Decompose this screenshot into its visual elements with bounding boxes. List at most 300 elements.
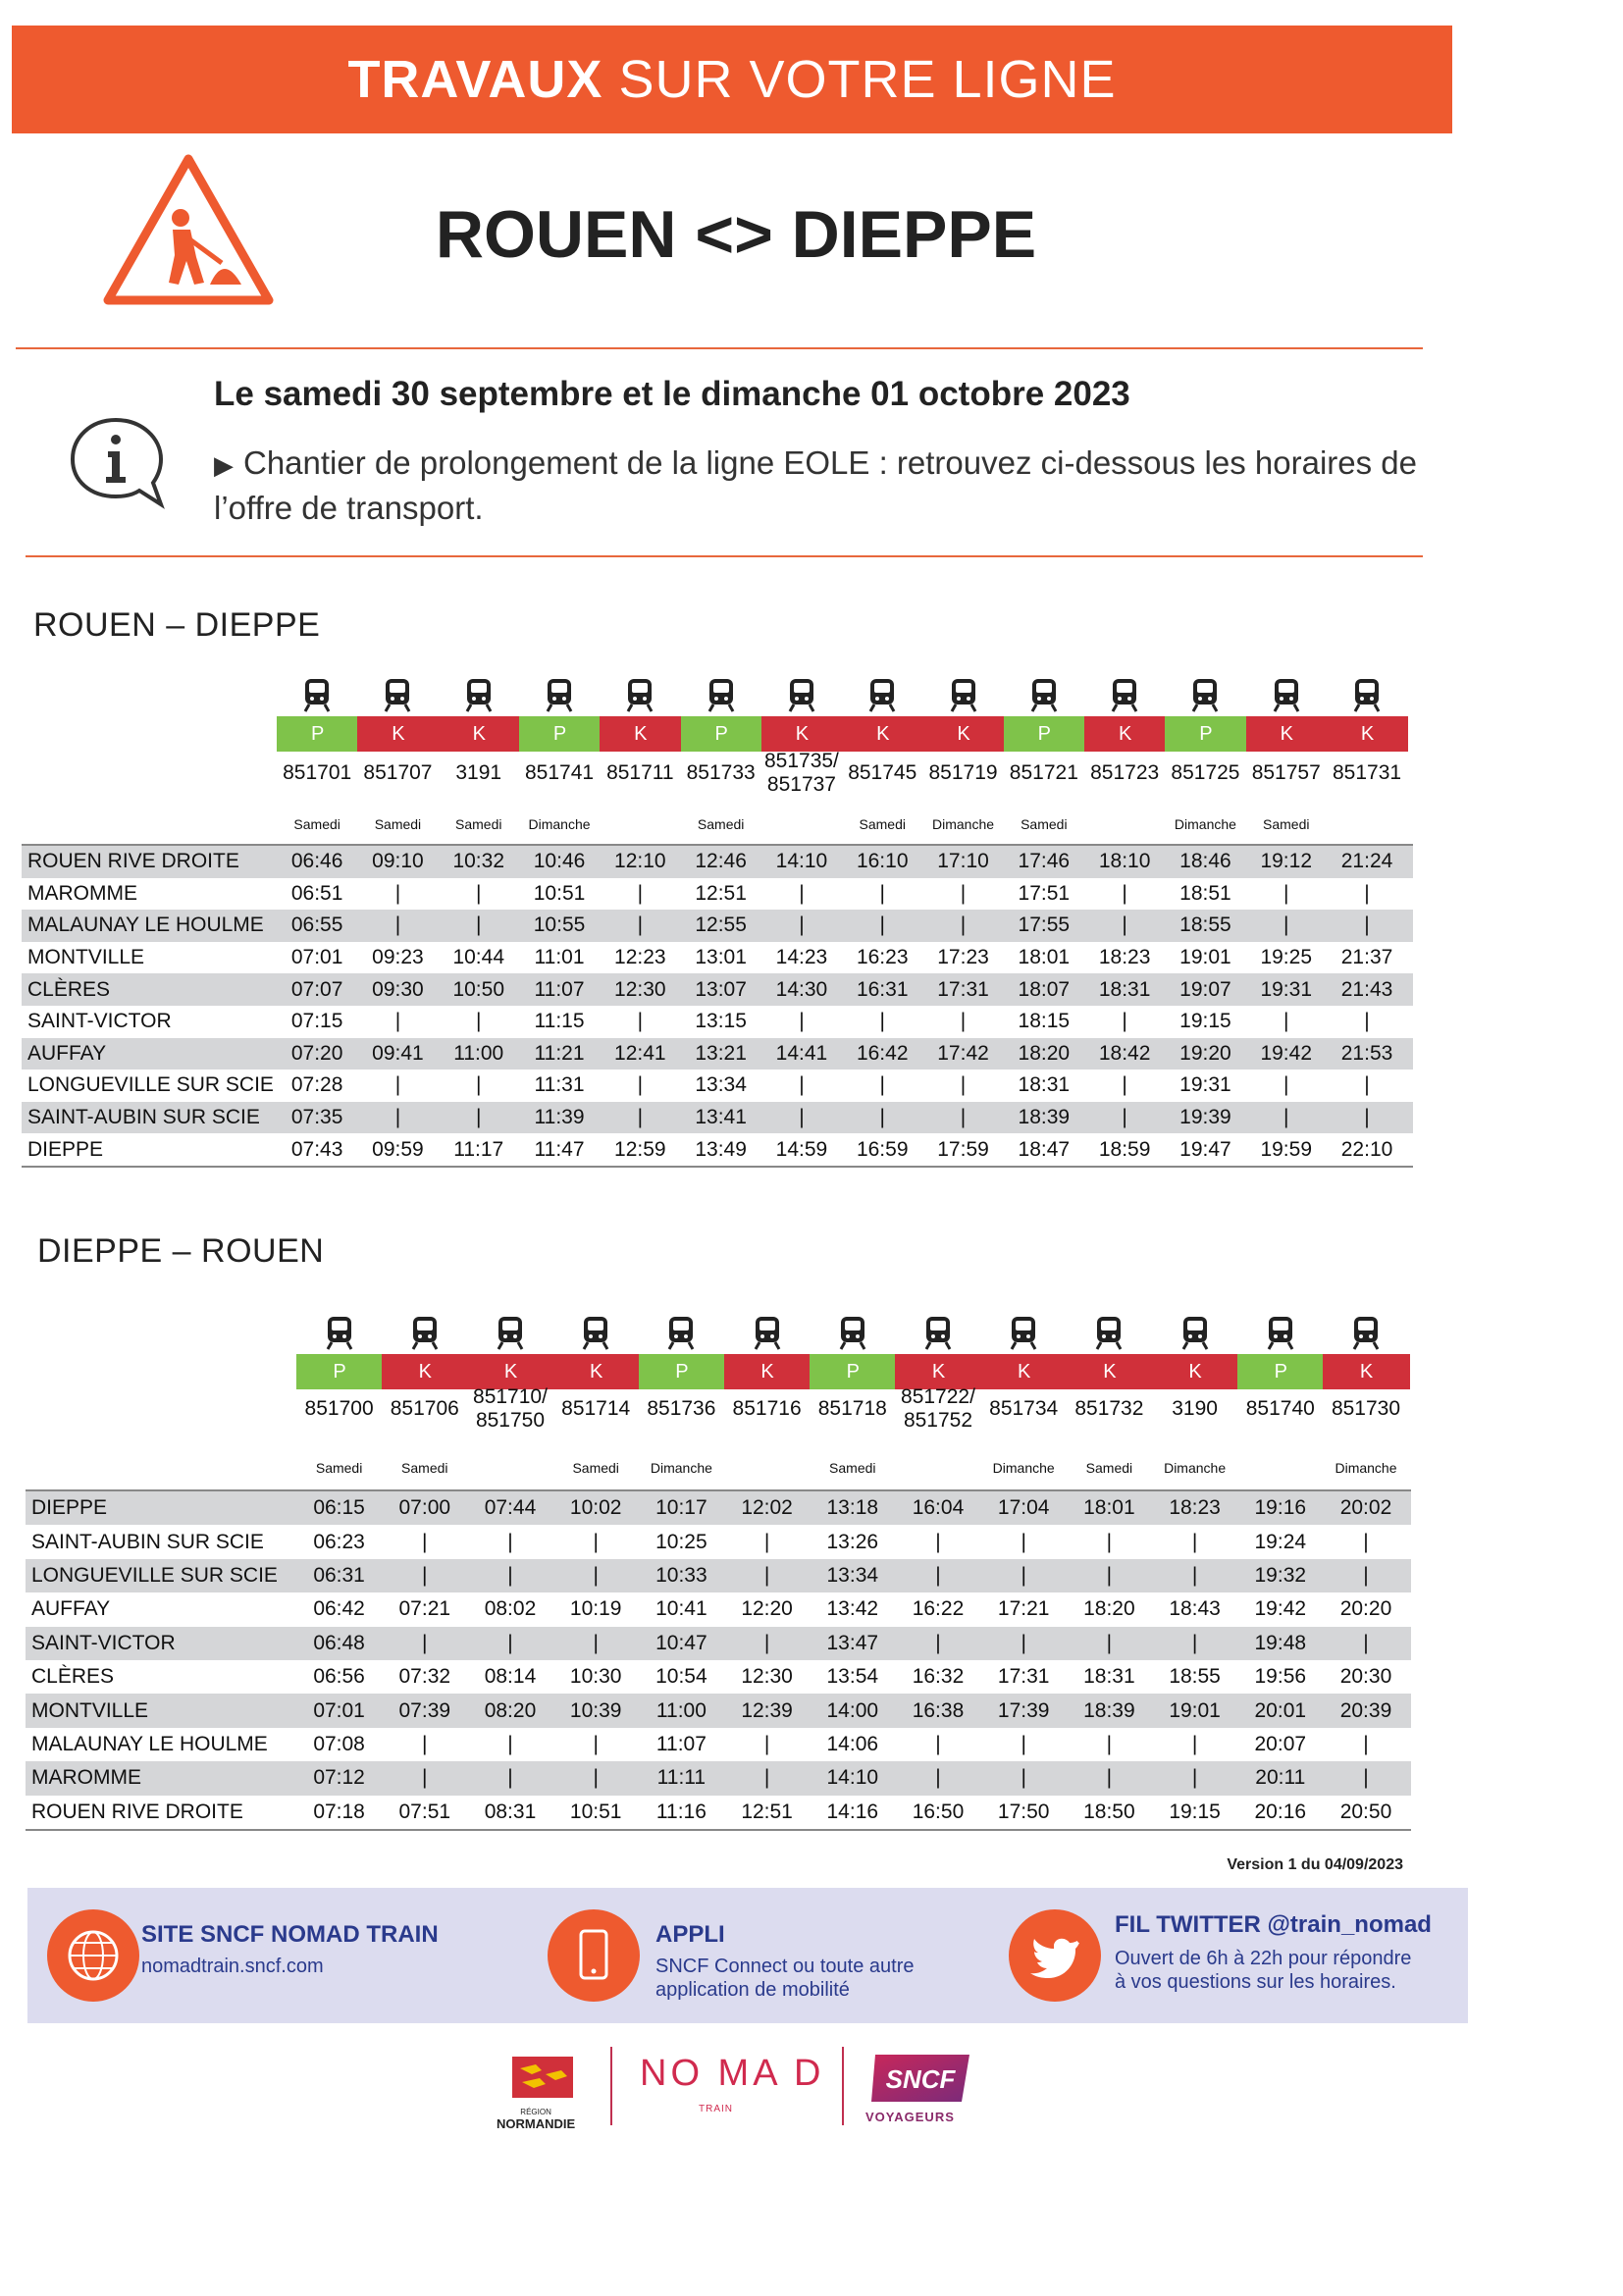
station-name: MAROMME xyxy=(27,881,137,905)
table-row xyxy=(22,1133,1413,1166)
time-cell: 17:04 xyxy=(997,1496,1050,1520)
time-cell: | xyxy=(1106,1732,1113,1755)
time-cell: 22:10 xyxy=(1340,1137,1393,1161)
time-cell: | xyxy=(1021,1732,1026,1755)
time-cell: | xyxy=(1283,881,1289,905)
time-cell: 19:20 xyxy=(1179,1041,1231,1065)
time-cell: | xyxy=(1363,1631,1369,1654)
time-cell: 06:51 xyxy=(290,881,343,905)
time-cell: 12:55 xyxy=(695,913,747,937)
time-cell: | xyxy=(476,1010,482,1033)
time-cell: | xyxy=(1191,1530,1198,1553)
service-day: Samedi xyxy=(401,1460,448,1476)
station-name: CLÈRES xyxy=(27,977,111,1001)
train-number xyxy=(922,761,1003,785)
time-cell: 10:39 xyxy=(569,1698,622,1722)
app-text-2: application de mobilité xyxy=(655,1979,850,2001)
time-cell: 19:16 xyxy=(1254,1496,1307,1520)
time-cell: 18:23 xyxy=(1169,1496,1221,1520)
time-cell: 14:10 xyxy=(826,1766,879,1790)
time-cell: 08:31 xyxy=(484,1800,537,1823)
train-number-line: 851723 xyxy=(1090,761,1160,784)
header-banner xyxy=(12,26,1452,133)
train-number xyxy=(1152,1397,1237,1421)
time-cell: | xyxy=(507,1766,513,1790)
time-cell: 07:15 xyxy=(290,1010,343,1033)
train-type-badge: K xyxy=(724,1354,811,1389)
time-cell: 10:25 xyxy=(655,1530,707,1553)
time-cell: | xyxy=(799,1010,805,1033)
time-cell: | xyxy=(935,1766,941,1790)
time-cell: 09:23 xyxy=(372,946,424,969)
time-cell: | xyxy=(1106,1766,1113,1790)
time-cell: 11:01 xyxy=(534,946,585,969)
time-cell: 21:24 xyxy=(1340,850,1393,873)
time-cell: 17:31 xyxy=(937,977,989,1001)
train-type-badge: K xyxy=(553,1354,640,1389)
service-day: Samedi xyxy=(829,1460,876,1476)
service-day: Dimanche xyxy=(992,1460,1055,1476)
time-cell: | xyxy=(422,1563,428,1587)
train-number-line: 851701 xyxy=(283,761,352,784)
train-number xyxy=(1246,761,1327,785)
train-number xyxy=(277,761,357,785)
train-number xyxy=(842,761,922,785)
time-cell: 19:39 xyxy=(1179,1106,1231,1129)
time-cell: 20:01 xyxy=(1254,1698,1307,1722)
time-cell: 17:31 xyxy=(997,1665,1050,1689)
time-cell: | xyxy=(799,1106,805,1129)
table-row xyxy=(22,910,1413,942)
time-cell: | xyxy=(935,1530,941,1553)
time-cell: 10:33 xyxy=(655,1563,707,1587)
train-icon xyxy=(867,677,897,712)
time-cell: | xyxy=(1364,881,1370,905)
time-cell: | xyxy=(763,1563,770,1587)
time-cell: | xyxy=(394,1106,401,1129)
time-cell: | xyxy=(763,1766,770,1790)
time-cell: 11:21 xyxy=(534,1041,585,1065)
time-cell: | xyxy=(593,1732,599,1755)
train-number-line: 851735/ xyxy=(763,750,839,772)
train-type-badge: P xyxy=(296,1354,383,1389)
time-cell: | xyxy=(960,1010,967,1033)
globe-icon xyxy=(47,1909,139,2002)
time-cell: 06:46 xyxy=(290,850,343,873)
station-name: MAROMME xyxy=(31,1766,141,1790)
twitter-text-1: Ouvert de 6h à 22h pour répondre xyxy=(1115,1948,1412,1969)
time-cell: | xyxy=(593,1631,599,1654)
train-number-line: 851737 xyxy=(766,773,836,796)
time-cell: | xyxy=(763,1732,770,1755)
time-cell: 21:53 xyxy=(1340,1041,1393,1065)
service-day: Samedi xyxy=(315,1460,363,1476)
station-name: MALAUNAY LE HOULME xyxy=(27,913,264,937)
station-name: MONTVILLE xyxy=(27,946,145,969)
train-type-badge: P xyxy=(639,1354,725,1389)
time-cell: 18:01 xyxy=(1018,946,1071,969)
time-cell: 11:31 xyxy=(534,1073,585,1097)
table-row xyxy=(26,1491,1411,1525)
time-cell: | xyxy=(637,1010,644,1033)
time-cell: 14:10 xyxy=(775,850,828,873)
time-cell: | xyxy=(960,913,967,937)
info-icon xyxy=(65,412,173,510)
time-cell: 17:51 xyxy=(1018,881,1071,905)
train-type-badge: K xyxy=(467,1354,553,1389)
train-number xyxy=(1237,1397,1323,1421)
time-cell: 19:59 xyxy=(1260,1137,1313,1161)
time-cell: 12:46 xyxy=(695,850,747,873)
time-cell: | xyxy=(879,1106,885,1129)
time-cell: 19:25 xyxy=(1260,946,1313,969)
train-number xyxy=(810,1397,895,1421)
time-cell: 14:23 xyxy=(775,946,828,969)
time-cell: 19:15 xyxy=(1179,1010,1231,1033)
divider xyxy=(16,347,1423,349)
train-type-badge: P xyxy=(810,1354,896,1389)
time-cell: | xyxy=(1021,1631,1026,1654)
section-title: ROUEN – DIEPPE xyxy=(33,606,321,644)
time-cell: 13:54 xyxy=(826,1665,879,1689)
time-cell: 20:02 xyxy=(1339,1496,1392,1520)
time-cell: 10:19 xyxy=(569,1597,622,1621)
time-cell: 09:10 xyxy=(372,850,424,873)
time-cell: 20:30 xyxy=(1339,1665,1392,1689)
time-cell: | xyxy=(1363,1732,1369,1755)
table-row xyxy=(26,1660,1411,1694)
time-cell: 19:15 xyxy=(1169,1800,1221,1823)
time-cell: 18:55 xyxy=(1179,913,1231,937)
time-cell: | xyxy=(935,1563,941,1587)
time-cell: | xyxy=(960,1073,967,1097)
time-cell: 07:18 xyxy=(313,1800,365,1823)
train-icon xyxy=(949,677,978,712)
time-cell: 12:59 xyxy=(614,1137,666,1161)
time-cell: 13:21 xyxy=(695,1041,747,1065)
train-icon xyxy=(753,1315,782,1350)
time-cell: | xyxy=(1106,1563,1113,1587)
twitter-title[interactable]: FIL TWITTER @train_nomad xyxy=(1115,1911,1432,1938)
service-day: Samedi xyxy=(293,816,340,832)
time-cell: | xyxy=(507,1732,513,1755)
train-icon xyxy=(302,677,332,712)
station-name: ROUEN RIVE DROITE xyxy=(27,850,239,873)
app-text-1: SNCF Connect ou toute autre xyxy=(655,1956,915,1977)
time-cell: 18:39 xyxy=(1083,1698,1135,1722)
train-icon xyxy=(1272,677,1301,712)
train-icon xyxy=(625,677,654,712)
time-cell: 12:10 xyxy=(614,850,666,873)
time-cell: 08:02 xyxy=(484,1597,537,1621)
time-cell: | xyxy=(1283,1073,1289,1097)
time-cell: 16:59 xyxy=(856,1137,909,1161)
time-cell: | xyxy=(422,1631,428,1654)
time-cell: 19:47 xyxy=(1179,1137,1231,1161)
service-day: Dimanche xyxy=(1164,1460,1227,1476)
train-type-badge: K xyxy=(1152,1354,1238,1389)
time-cell: | xyxy=(507,1530,513,1553)
train-number-line: 3190 xyxy=(1172,1397,1218,1420)
train-number xyxy=(1084,761,1165,785)
station-name: SAINT-VICTOR xyxy=(31,1631,176,1654)
train-number xyxy=(1165,761,1245,785)
table-row xyxy=(26,1559,1411,1592)
train-type-badge: K xyxy=(895,1354,981,1389)
service-day: Samedi xyxy=(859,816,906,832)
time-cell: | xyxy=(1122,1010,1127,1033)
train-type-badge: P xyxy=(1237,1354,1324,1389)
train-number xyxy=(895,1385,980,1433)
time-cell: 06:56 xyxy=(313,1665,365,1689)
time-cell: 18:10 xyxy=(1098,850,1151,873)
time-cell: 10:47 xyxy=(655,1631,707,1654)
time-cell: 07:01 xyxy=(313,1698,365,1722)
time-cell: 17:10 xyxy=(937,850,989,873)
time-cell: 18:20 xyxy=(1018,1041,1071,1065)
time-cell: 07:20 xyxy=(290,1041,343,1065)
train-type-badge: P xyxy=(519,716,601,752)
time-cell: | xyxy=(799,1073,805,1097)
time-cell: 17:59 xyxy=(937,1137,989,1161)
time-cell: 12:30 xyxy=(741,1665,793,1689)
time-cell: | xyxy=(1191,1766,1198,1790)
time-cell: | xyxy=(799,913,805,937)
time-cell: 10:46 xyxy=(533,850,586,873)
station-name: SAINT-VICTOR xyxy=(27,1010,172,1033)
table-row xyxy=(26,1627,1411,1660)
time-cell: 18:07 xyxy=(1018,977,1071,1001)
time-cell: 18:20 xyxy=(1083,1597,1135,1621)
time-cell: 11:07 xyxy=(655,1732,707,1755)
time-cell: 12:20 xyxy=(741,1597,793,1621)
nomad-logo: NO MA D xyxy=(640,2053,825,2094)
train-type-badge: P xyxy=(1165,716,1246,752)
time-cell: 18:15 xyxy=(1018,1010,1071,1033)
table-row xyxy=(26,1796,1411,1829)
train-number-line: 851721 xyxy=(1009,761,1078,784)
time-cell: 11:15 xyxy=(534,1010,585,1033)
time-cell: | xyxy=(1363,1563,1369,1587)
table-row xyxy=(26,1728,1411,1761)
time-cell: | xyxy=(394,1010,401,1033)
time-cell: 18:59 xyxy=(1098,1137,1151,1161)
time-cell: 07:01 xyxy=(290,946,343,969)
time-cell: 18:51 xyxy=(1179,881,1231,905)
time-cell: | xyxy=(879,881,885,905)
time-cell: 19:01 xyxy=(1169,1698,1221,1722)
train-type-badge: K xyxy=(1323,1354,1409,1389)
station-name: LONGUEVILLE SUR SCIE xyxy=(31,1563,278,1587)
time-cell: 14:30 xyxy=(775,977,828,1001)
station-name: MALAUNAY LE HOULME xyxy=(31,1732,268,1755)
twitter-bird-icon xyxy=(1009,1909,1101,2002)
train-icon xyxy=(787,677,816,712)
time-cell: 16:42 xyxy=(856,1041,909,1065)
time-cell: 14:06 xyxy=(826,1732,879,1755)
time-cell: 07:43 xyxy=(290,1137,343,1161)
timetable xyxy=(26,1489,1411,1831)
time-cell: 08:14 xyxy=(484,1665,537,1689)
train-type-badge: K xyxy=(922,716,1004,752)
time-cell: | xyxy=(476,1073,482,1097)
time-cell: | xyxy=(476,1106,482,1129)
train-number xyxy=(981,1397,1067,1421)
time-cell: 18:31 xyxy=(1083,1665,1135,1689)
time-cell: 19:01 xyxy=(1179,946,1231,969)
time-cell: 18:01 xyxy=(1083,1496,1135,1520)
train-icon xyxy=(1180,1315,1210,1350)
train-icon xyxy=(581,1315,610,1350)
time-cell: 07:00 xyxy=(398,1496,451,1520)
service-day: Dimanche xyxy=(650,1460,712,1476)
time-cell: | xyxy=(879,1010,885,1033)
service-day: Dimanche xyxy=(932,816,995,832)
time-cell: 12:51 xyxy=(741,1800,793,1823)
train-number-line: 851740 xyxy=(1245,1397,1315,1420)
train-number-line: 851719 xyxy=(928,761,998,784)
train-number xyxy=(681,761,761,785)
train-icon xyxy=(496,1315,525,1350)
time-cell: 10:17 xyxy=(655,1496,707,1520)
train-number-line: 851736 xyxy=(647,1397,716,1420)
time-cell: | xyxy=(394,913,401,937)
time-cell: 06:42 xyxy=(313,1597,365,1621)
time-cell: 10:02 xyxy=(569,1496,622,1520)
time-cell: | xyxy=(476,881,482,905)
train-type-badge: K xyxy=(1327,716,1408,752)
train-type-badge: K xyxy=(1084,716,1166,752)
train-type-badge: K xyxy=(600,716,681,752)
train-number xyxy=(761,750,842,797)
time-cell: 11:16 xyxy=(655,1800,707,1823)
time-cell: 16:31 xyxy=(856,977,909,1001)
train-number xyxy=(1067,1397,1152,1421)
time-cell: | xyxy=(1122,1106,1127,1129)
time-cell: | xyxy=(1191,1732,1198,1755)
train-number-line: 851733 xyxy=(686,761,756,784)
station-name: DIEPPE xyxy=(27,1137,104,1161)
time-cell: 16:22 xyxy=(912,1597,965,1621)
time-cell: 11:00 xyxy=(655,1698,707,1722)
train-number-line: 851730 xyxy=(1331,1397,1401,1420)
site-url[interactable]: nomadtrain.sncf.com xyxy=(141,1956,324,1977)
time-cell: 06:15 xyxy=(313,1496,365,1520)
train-icon xyxy=(410,1315,440,1350)
time-cell: | xyxy=(1122,913,1127,937)
train-icon xyxy=(1190,677,1220,712)
time-cell: | xyxy=(935,1732,941,1755)
train-icon xyxy=(923,1315,953,1350)
section-title: DIEPPE – ROUEN xyxy=(37,1232,325,1270)
table-row xyxy=(26,1761,1411,1795)
time-cell: 17:21 xyxy=(997,1597,1050,1621)
time-cell: 14:16 xyxy=(826,1800,879,1823)
time-cell: 06:23 xyxy=(313,1530,365,1553)
time-cell: | xyxy=(1363,1766,1369,1790)
time-cell: | xyxy=(637,881,644,905)
train-number xyxy=(1323,1397,1408,1421)
train-number-line: 851732 xyxy=(1074,1397,1144,1420)
time-cell: 07:07 xyxy=(290,977,343,1001)
time-cell: 10:44 xyxy=(452,946,505,969)
table-row xyxy=(22,1102,1413,1134)
train-icon xyxy=(464,677,494,712)
time-cell: 18:46 xyxy=(1179,850,1231,873)
time-cell: 13:18 xyxy=(826,1496,879,1520)
time-cell: 12:41 xyxy=(614,1041,666,1065)
service-day: Samedi xyxy=(455,816,502,832)
train-type-badge: P xyxy=(681,716,762,752)
time-cell: | xyxy=(507,1563,513,1587)
train-number-line: 851707 xyxy=(363,761,433,784)
train-number-line: 851711 xyxy=(606,761,674,784)
time-cell: 13:34 xyxy=(695,1073,747,1097)
time-cell: 18:31 xyxy=(1018,1073,1071,1097)
time-cell: | xyxy=(422,1766,428,1790)
service-day: Samedi xyxy=(697,816,745,832)
time-cell: 20:11 xyxy=(1255,1766,1306,1790)
station-name: SAINT-AUBIN SUR SCIE xyxy=(31,1530,264,1553)
time-cell: 16:50 xyxy=(912,1800,965,1823)
time-cell: 07:39 xyxy=(398,1698,451,1722)
sncf-caption: VOYAGEURS xyxy=(865,2110,955,2124)
table-row xyxy=(22,1038,1413,1070)
train-number-line: 851757 xyxy=(1251,761,1321,784)
time-cell: 19:31 xyxy=(1260,977,1313,1001)
time-cell: 18:47 xyxy=(1018,1137,1071,1161)
time-cell: 13:34 xyxy=(826,1563,879,1587)
time-cell: 06:31 xyxy=(313,1563,365,1587)
train-number-line: 851725 xyxy=(1171,761,1240,784)
time-cell: 13:01 xyxy=(695,946,747,969)
region-caption-small: RÉGION xyxy=(520,2108,551,2116)
time-cell: | xyxy=(799,881,805,905)
time-cell: 17:42 xyxy=(937,1041,989,1065)
time-cell: 10:41 xyxy=(655,1597,707,1621)
time-cell: | xyxy=(593,1563,599,1587)
service-day: Dimanche xyxy=(1174,816,1236,832)
time-cell: 10:32 xyxy=(452,850,505,873)
twitter-text-2: à vos questions sur les horaires. xyxy=(1115,1971,1396,1993)
train-number-line: 851722/ xyxy=(901,1385,975,1408)
time-cell: | xyxy=(1122,881,1127,905)
logo-separator xyxy=(842,2047,844,2125)
train-type-badge: K xyxy=(761,716,843,752)
time-cell: | xyxy=(935,1631,941,1654)
time-cell: 17:23 xyxy=(937,946,989,969)
train-number-line: 851752 xyxy=(903,1409,973,1432)
smartphone-icon xyxy=(548,1909,640,2002)
time-cell: | xyxy=(637,1106,644,1129)
station-name: CLÈRES xyxy=(31,1665,115,1689)
time-cell: 08:20 xyxy=(484,1698,537,1722)
time-cell: | xyxy=(1106,1530,1113,1553)
time-cell: | xyxy=(763,1631,770,1654)
station-name: AUFFAY xyxy=(31,1597,111,1621)
time-cell: | xyxy=(507,1631,513,1654)
banner-title-rest: SUR VOTRE LIGNE xyxy=(618,50,1117,109)
time-cell: 19:42 xyxy=(1260,1041,1313,1065)
time-cell: 07:32 xyxy=(398,1665,451,1689)
time-cell: | xyxy=(422,1530,428,1553)
timetable xyxy=(22,844,1413,1168)
time-cell: 17:39 xyxy=(997,1698,1050,1722)
table-row xyxy=(22,846,1413,878)
time-cell: 10:30 xyxy=(569,1665,622,1689)
time-cell: 14:00 xyxy=(826,1698,879,1722)
train-type-badge: K xyxy=(1067,1354,1153,1389)
